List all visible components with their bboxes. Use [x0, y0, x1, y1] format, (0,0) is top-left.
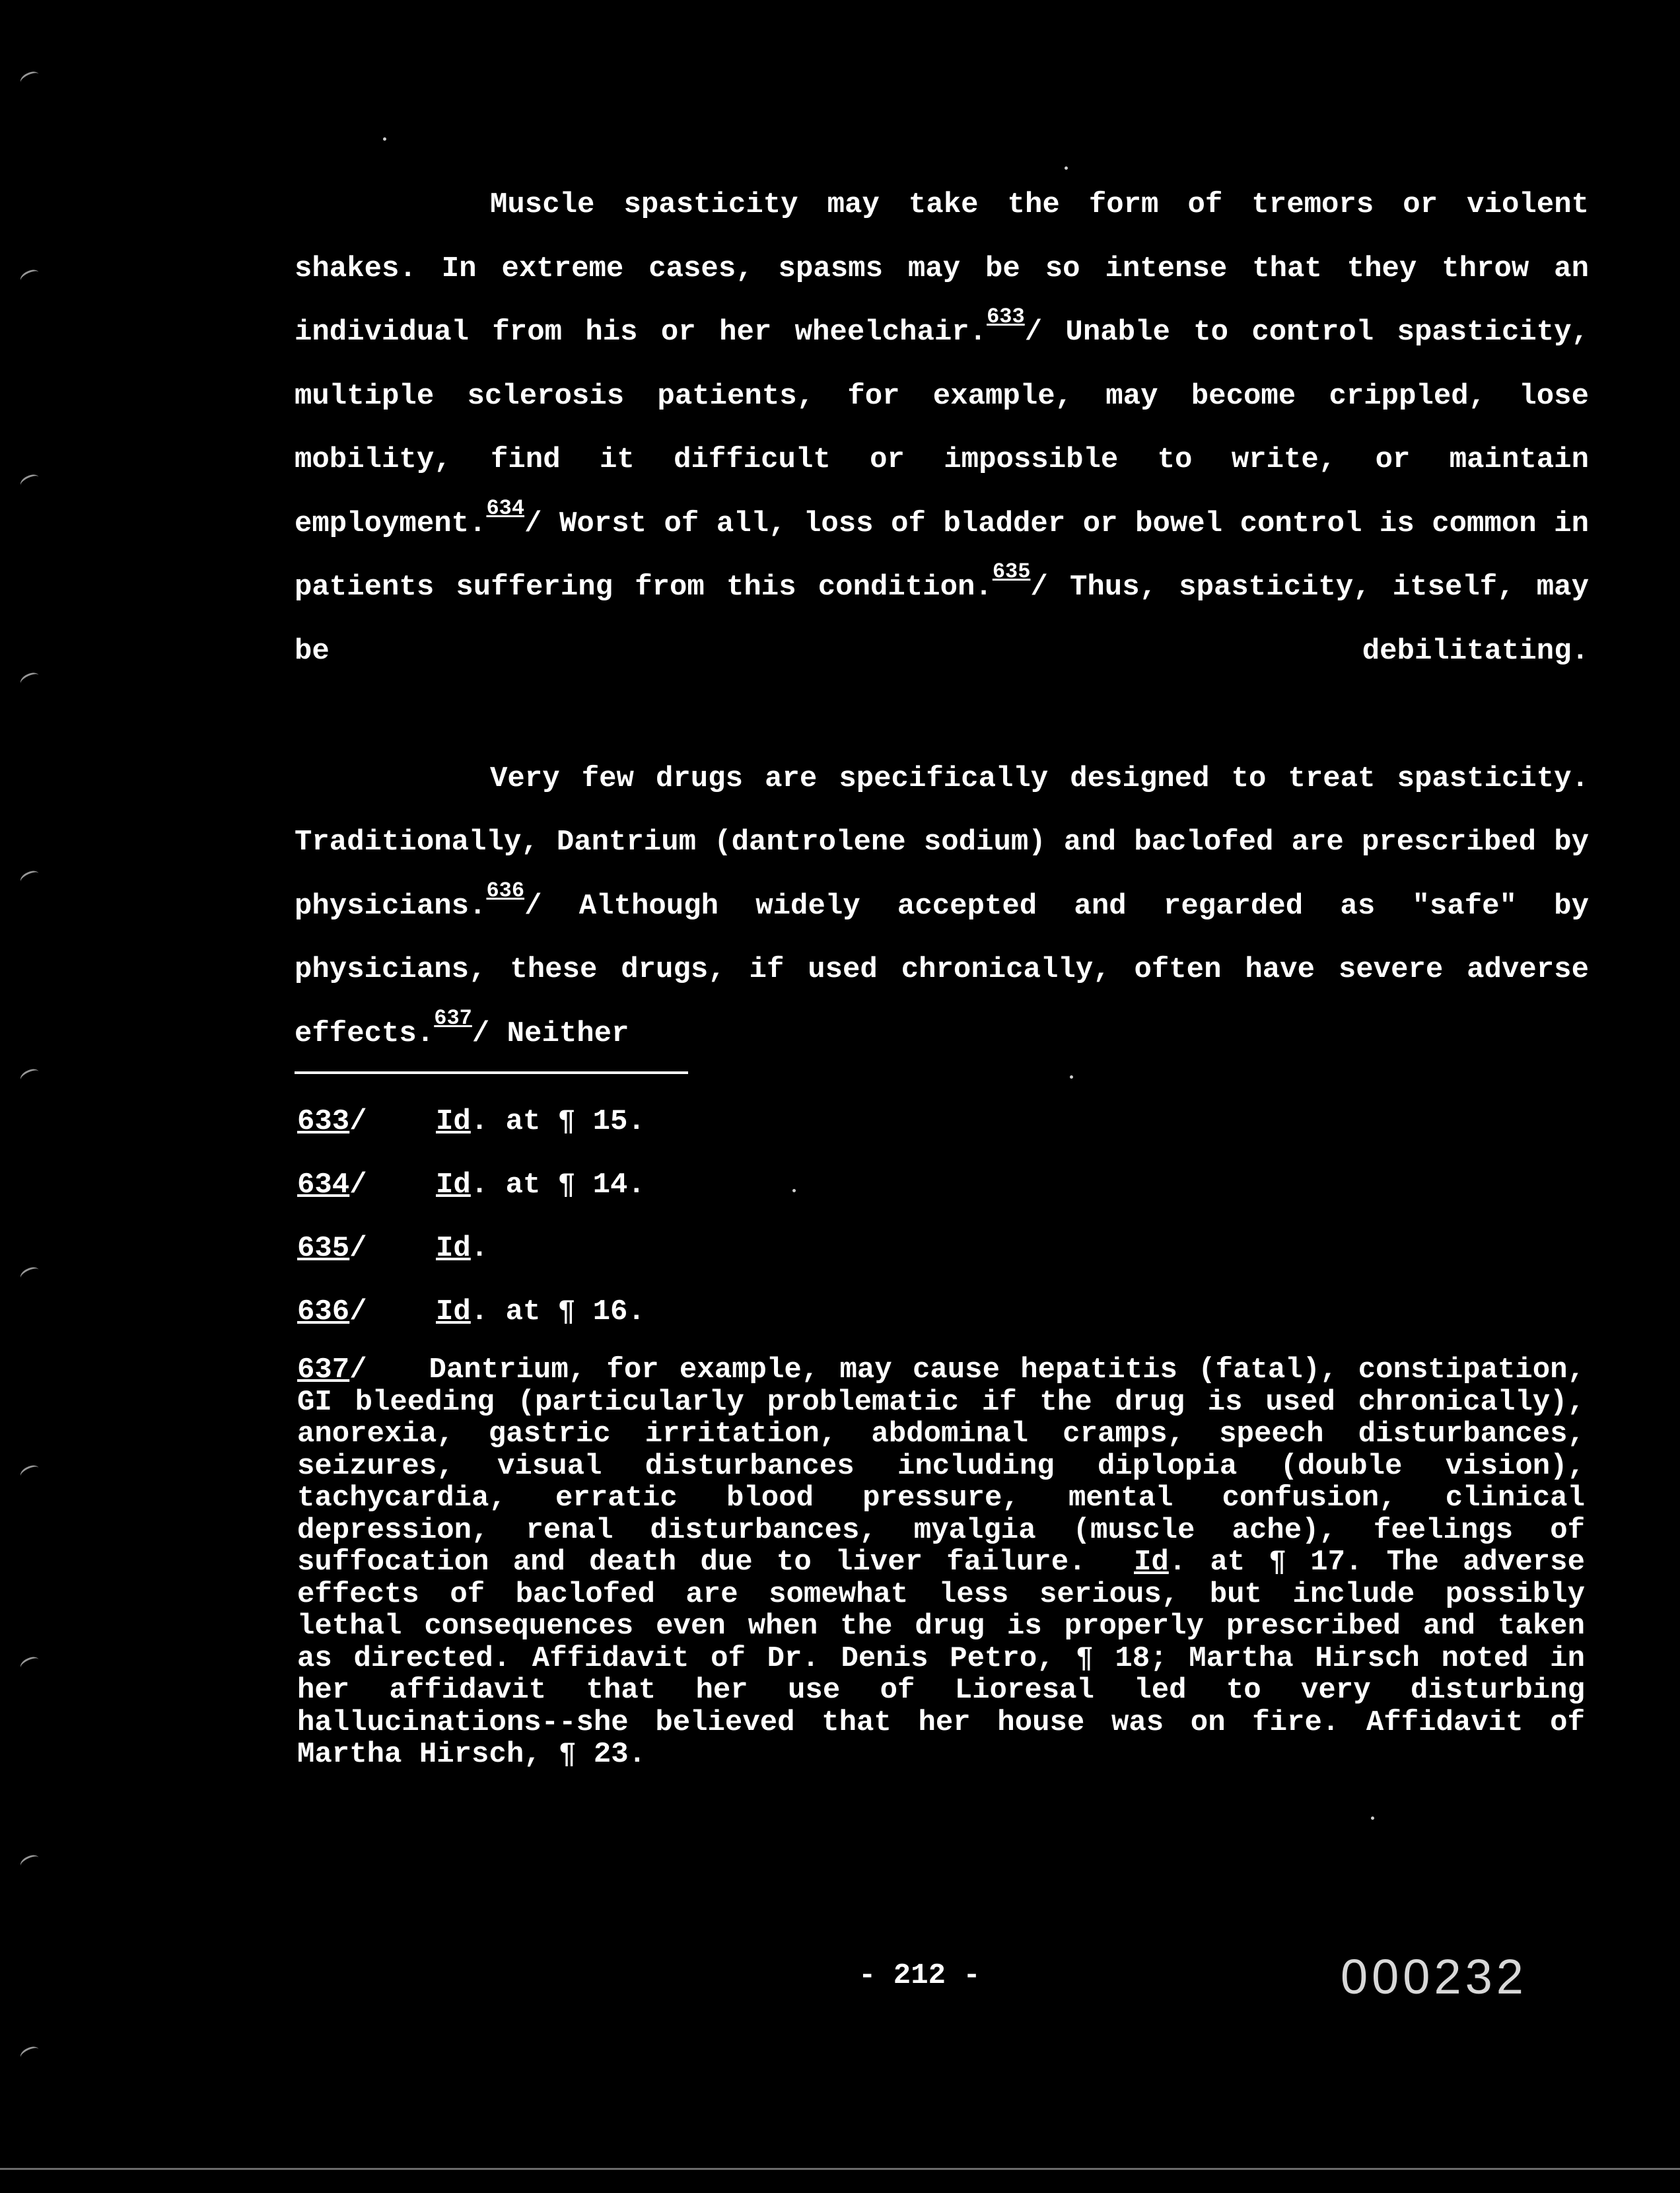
footnote-ref: 635 — [992, 559, 1031, 584]
margin-scan-mark — [18, 670, 41, 688]
margin-scan-mark — [18, 472, 41, 490]
footnote: 633/ Id. at ¶ 15. — [297, 1105, 645, 1138]
body-text-run: / Thus, spasticity, itself, may be debilitating. — [295, 571, 1589, 668]
margin-scan-mark — [18, 1654, 41, 1672]
footnote-text: . at ¶ 14. — [470, 1168, 645, 1202]
footnote-number: 633 — [297, 1105, 350, 1138]
margin-scan-mark — [18, 868, 41, 886]
body-text-run: Muscle spasticity may take the form of tremors or violent shakes. In extreme cases, spasms may be so intense that they throw an individual from his or her wheelchair. — [295, 188, 1589, 349]
margin-scan-mark — [18, 1462, 41, 1481]
footnote-text: Dantrium, for example, may cause hepatitis (fatal), constipation, GI bleeding (particularly problematic if the drug is used chronically), anorexia, gastric irritation, abdominal cramps, speech disturbances, seizures, visual disturbances including diplopia (double vision), tachycardia, erratic blood pressure, mental confusion, clinical depression, renal disturbances, myalgia (muscle ache), feelings of suffocation and death due to liver failure. — [297, 1353, 1585, 1579]
margin-scan-mark — [18, 1066, 41, 1085]
body-text-run: / Although widely accepted and regarded as "safe" by physicians, these drugs, if used chronically, often have severe adverse effects. — [295, 889, 1589, 1050]
footnote-ref: 634 — [486, 495, 525, 521]
footnote: 636/ Id. at ¶ 16. — [297, 1295, 645, 1328]
bates-number: 000232 — [1341, 1949, 1527, 2004]
footnotes — [297, 1096, 1585, 1771]
footnote-ref: 633 — [987, 305, 1025, 329]
footnote-citation: Id — [436, 1105, 471, 1138]
margin-scan-mark — [18, 2044, 41, 2062]
footnote: 634/ Id. at ¶ 14. — [297, 1168, 645, 1202]
footnote-number: 635 — [297, 1232, 350, 1265]
margin-scan-mark — [18, 69, 41, 87]
body-text-run: / Neither — [472, 1017, 629, 1050]
main-text — [295, 173, 1589, 1065]
footnote-citation: Id — [1134, 1546, 1169, 1579]
footnote-text: . at ¶ 15. — [470, 1105, 645, 1138]
footnote: 635/ Id. — [297, 1232, 489, 1265]
footnote-citation: Id — [436, 1232, 471, 1265]
page-number: - 212 - — [858, 1959, 981, 1992]
footnote-citation: Id — [436, 1295, 471, 1328]
footnote-text: . at ¶ 17. The adverse effects of baclofed are somewhat less serious, but include possibly lethal consequences even when the drug is properly prescribed and taken as directed. Affidavit of Dr. Denis Petro, ¶ 18; Martha Hirsch noted in her affidavit that her use of Lioresal led to very disturbing hallucinations--she believed that her house was on fire. Affidavit of Martha Hirsch, ¶ 23. — [297, 1546, 1585, 1771]
footnote-separator — [295, 1071, 688, 1074]
body-paragraph — [295, 747, 1589, 1066]
body-paragraph — [295, 173, 1589, 747]
footnote-number: 634 — [297, 1168, 350, 1202]
margin-scan-mark — [18, 1852, 41, 1871]
footnote-ref: 637 — [434, 1005, 472, 1030]
scan-speck — [383, 137, 386, 141]
scan-speck — [1371, 1816, 1374, 1820]
scan-speck — [1065, 166, 1068, 170]
body-text-run: / Worst of all, loss of bladder or bowel control is common in patients suffering from this condition. — [295, 507, 1589, 604]
scan-bottom-edge — [0, 2168, 1680, 2170]
body-text-run: / Unable to control spasticity, multiple sclerosis patients, for example, may become crippled, lose mobility, find it difficult or impossible to write, or maintain employment. — [295, 316, 1589, 540]
footnote-text: . — [470, 1232, 489, 1265]
margin-scan-mark — [18, 267, 41, 285]
footnote-ref: 636 — [486, 878, 525, 903]
margin-scan-mark — [18, 1264, 41, 1283]
footnote-text: . at ¶ 16. — [470, 1295, 645, 1328]
footnote-citation: Id — [436, 1168, 471, 1202]
footnote-long: 637/ Dantrium, for example, may cause hepatitis (fatal), constipation, GI bleeding (particularly problematic if the drug is used chronically), anorexia, gastric irritation, abdominal cramps, speech disturbances, seizures, visual disturbances including diplopia (double vision), tachycardia, erratic blood pressure, mental confusion, clinical depression, renal disturbances, myalgia (muscle ache), feelings of suffocation and death due to liver failure. Id. at ¶ 17. The adverse effects of baclofed are somewhat less serious, but include possibly lethal consequences even when the drug is properly prescribed and taken as directed. Affidavit of Dr. Denis Petro, ¶ 18; Martha Hirsch noted in her affidavit that her use of Lioresal led to very disturbing hallucinations--she believed that her house was on fire. Affidavit of Martha Hirsch, ¶ 23. — [297, 1353, 1585, 1771]
footnote-number: 637 — [297, 1353, 350, 1386]
scan-speck — [1070, 1075, 1073, 1079]
footnote-number: 636 — [297, 1295, 350, 1328]
body-text-run: Very few drugs are specifically designed to treat spasticity. Traditionally, Dantrium (dantrolene sodium) and baclofed are prescribed by physicians. — [295, 762, 1589, 923]
